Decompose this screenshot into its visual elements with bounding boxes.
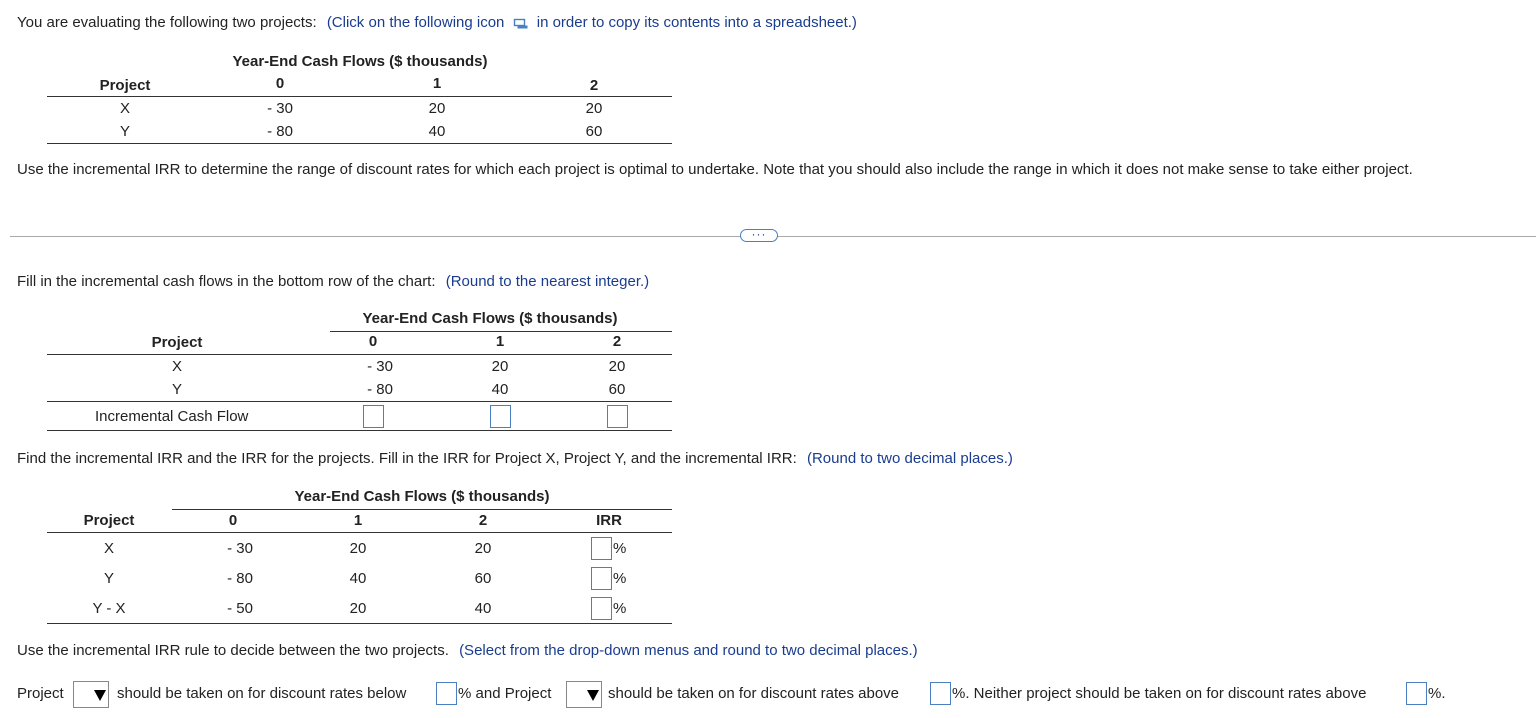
- table-rule: [172, 509, 672, 510]
- project-label: X: [119, 100, 130, 117]
- cash-flow-cell: 40: [428, 123, 446, 140]
- project-label: X: [103, 540, 114, 557]
- table-rule: [47, 623, 672, 624]
- sentence-part: % and Project: [458, 685, 552, 702]
- cash-flow-cell: - 30: [367, 358, 393, 375]
- year-0-header: 0: [275, 75, 285, 92]
- project-label: X: [171, 358, 182, 375]
- question-text: Use the incremental IRR to determine the range of discount rates for which each project is optimal to undertake. Note that you should also include the range in which it does not make sense to take either project.: [17, 161, 1413, 178]
- cash-flow-cell: 20: [491, 358, 509, 375]
- rate-below-input[interactable]: [436, 682, 457, 705]
- cash-flow-cell: 60: [608, 381, 626, 398]
- irr-header: IRR: [596, 512, 622, 529]
- intro-text: You are evaluating the following two projects:: [17, 14, 317, 31]
- sentence-part: should be taken on for discount rates above: [608, 685, 900, 702]
- cash-flow-cell: 60: [585, 123, 603, 140]
- cash-flow-cell: 40: [491, 381, 509, 398]
- cash-flow-cell: - 30: [227, 540, 253, 557]
- table-rule: [47, 532, 672, 533]
- cash-flow-cell: 20: [428, 100, 446, 117]
- table-rule: [330, 331, 672, 332]
- copy-to-spreadsheet-icon[interactable]: [513, 17, 529, 29]
- part2-hint: (Round to two decimal places.): [806, 450, 1013, 467]
- cash-flow-cell: - 80: [267, 123, 293, 140]
- year-1-header: 1: [432, 75, 442, 92]
- cash-flow-cell: 60: [474, 570, 492, 587]
- project-dropdown-2[interactable]: [566, 681, 602, 708]
- table-rule: [47, 401, 672, 402]
- cash-flow-cell: - 30: [267, 100, 293, 117]
- table-title: Year-End Cash Flows ($ thousands): [362, 310, 618, 327]
- sentence-part: %.: [1428, 685, 1446, 702]
- cash-flow-cell: 40: [474, 600, 492, 617]
- year-0-header: 0: [368, 333, 378, 350]
- percent-sign: %: [613, 570, 627, 587]
- part1-instruction: Fill in the incremental cash flows in the bottom row of the chart:: [17, 273, 436, 290]
- incremental-cf-year1-input[interactable]: [490, 405, 511, 428]
- cash-flow-cell: - 80: [227, 570, 253, 587]
- project-dropdown-1[interactable]: [73, 681, 109, 708]
- project-label: Y: [171, 381, 182, 398]
- cash-flow-cell: 20: [608, 358, 626, 375]
- sentence-part: should be taken on for discount rates below: [117, 685, 407, 702]
- incremental-irr-input[interactable]: [591, 597, 612, 620]
- cash-flow-cell: - 80: [367, 381, 393, 398]
- project-header: Project: [83, 512, 135, 529]
- percent-sign: %: [613, 540, 627, 557]
- rate-above-input[interactable]: [930, 682, 951, 705]
- irr-y-input[interactable]: [591, 567, 612, 590]
- part1-hint: (Round to the nearest integer.): [445, 273, 650, 290]
- dropdown-arrow-icon: [94, 690, 106, 701]
- project-header: Project: [151, 334, 203, 351]
- table-rule: [47, 96, 672, 97]
- copy-hint-b: in order to copy its contents into a spreadsheet.): [536, 14, 857, 31]
- project-label: Y: [119, 123, 130, 140]
- incremental-cf-year2-input[interactable]: [607, 405, 628, 428]
- incremental-label: Incremental Cash Flow: [95, 408, 249, 425]
- year-0-header: 0: [228, 512, 238, 529]
- sentence-part: Project: [17, 685, 64, 702]
- year-1-header: 1: [495, 333, 505, 350]
- table-title: Year-End Cash Flows ($ thousands): [232, 53, 488, 70]
- project-header: Project: [99, 77, 151, 94]
- part1-instruction-line: [17, 273, 649, 290]
- part3-instruction: Use the incremental IRR rule to decide between the two projects.: [17, 642, 449, 659]
- more-button[interactable]: ···: [740, 229, 778, 242]
- sentence-part: %. Neither project should be taken on for discount rates above: [952, 685, 1367, 702]
- year-2-header: 2: [589, 77, 599, 94]
- part3-instruction-line: [17, 642, 918, 659]
- table-rule: [47, 354, 672, 355]
- year-2-header: 2: [612, 333, 622, 350]
- copy-hint-a: (Click on the following icon: [326, 14, 505, 31]
- neither-rate-input[interactable]: [1406, 682, 1427, 705]
- table-rule: [47, 143, 672, 144]
- part3-hint: (Select from the drop-down menus and round to two decimal places.): [459, 642, 918, 659]
- year-2-header: 2: [478, 512, 488, 529]
- cash-flow-cell: 20: [349, 540, 367, 557]
- table-title: Year-End Cash Flows ($ thousands): [294, 488, 550, 505]
- intro-line: [17, 14, 857, 31]
- project-label: Y: [103, 570, 114, 587]
- cash-flow-cell: 40: [349, 570, 367, 587]
- percent-sign: %: [613, 600, 627, 617]
- table-rule: [47, 430, 672, 431]
- cash-flow-cell: - 50: [227, 600, 253, 617]
- part2-instruction-line: [17, 450, 1013, 467]
- cash-flow-cell: 20: [585, 100, 603, 117]
- year-1-header: 1: [353, 512, 363, 529]
- part2-instruction: Find the incremental IRR and the IRR for the projects. Fill in the IRR for Project X, Project Y, and the incremental IRR:: [17, 450, 797, 467]
- cash-flow-cell: 20: [349, 600, 367, 617]
- dropdown-arrow-icon: [587, 690, 599, 701]
- project-label: Y - X: [92, 600, 126, 617]
- incremental-cf-year0-input[interactable]: [363, 405, 384, 428]
- irr-x-input[interactable]: [591, 537, 612, 560]
- cash-flow-cell: 20: [474, 540, 492, 557]
